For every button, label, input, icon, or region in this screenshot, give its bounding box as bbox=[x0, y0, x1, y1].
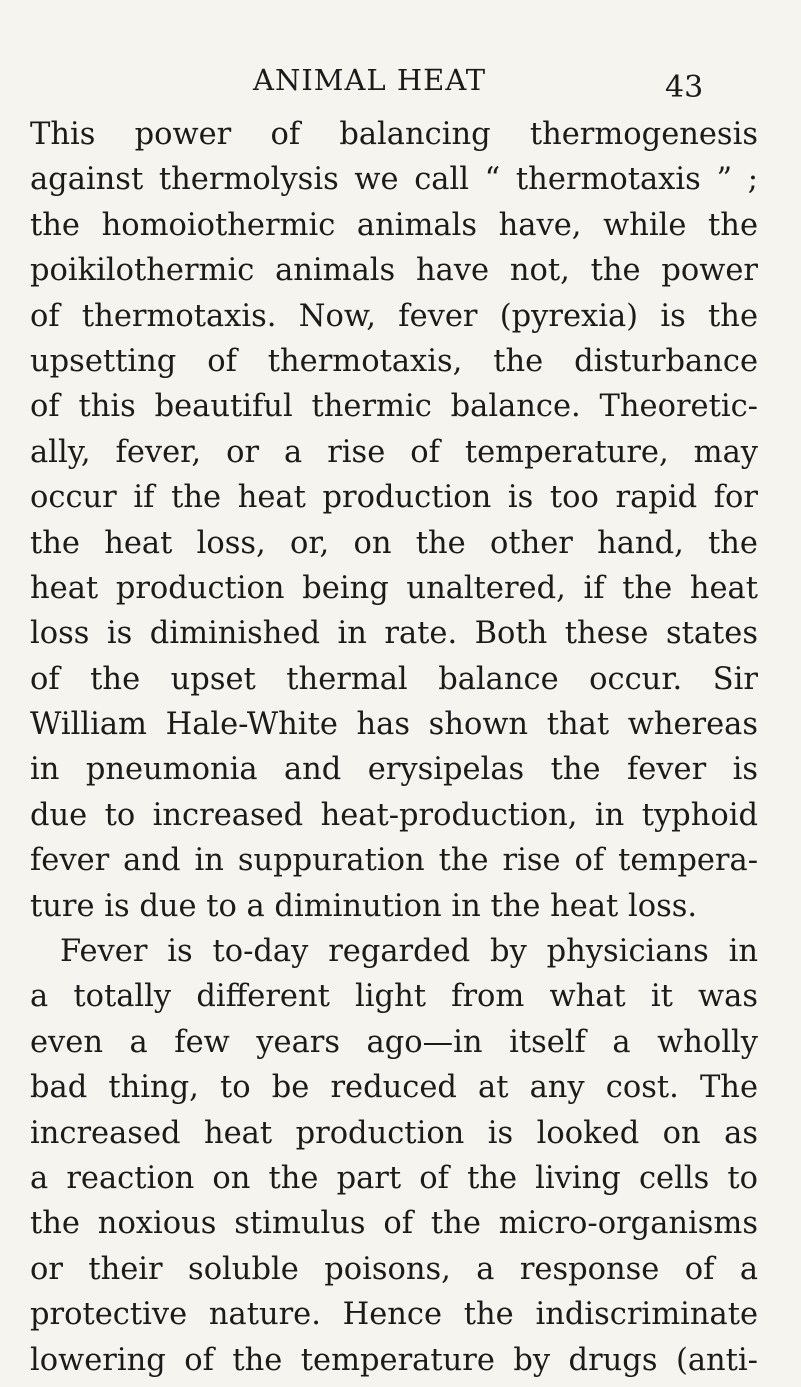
text-line: the homoiothermic animals have, while the bbox=[30, 207, 758, 243]
text-line: ally, fever, or a rise of temperature, may bbox=[30, 434, 758, 470]
text-line: William Hale-White has shown that whereas bbox=[30, 707, 758, 743]
running-head bbox=[0, 62, 801, 106]
text-line: a totally different light from what it was bbox=[30, 979, 758, 1015]
text-line: the noxious stimulus of the micro-organisms bbox=[30, 1206, 758, 1242]
text-line: loss is diminished in rate. Both these states bbox=[30, 616, 758, 652]
text-line: of the upset thermal balance occur. Sir bbox=[30, 661, 758, 697]
text-line: occur if the heat production is too rapid for bbox=[30, 480, 758, 516]
text-line: of this beautiful thermic balance. Theoretic- bbox=[30, 389, 758, 425]
text-line: the heat loss, or, on the other hand, the bbox=[30, 525, 758, 561]
page-number: 43 bbox=[665, 70, 704, 105]
body-text bbox=[30, 112, 758, 1383]
text-line: even a few years ago—in itself a wholly bbox=[30, 1024, 758, 1060]
text-line: heat production being unaltered, if the heat bbox=[30, 570, 758, 606]
text-line: fever and in suppuration the rise of tempera- bbox=[30, 843, 758, 879]
text-line: Fever is to-day regarded by physicians in bbox=[60, 934, 758, 970]
text-line: This power of balancing thermogenesis bbox=[30, 117, 758, 152]
text-line: protective nature. Hence the indiscriminate bbox=[30, 1297, 758, 1333]
text-line: a reaction on the part of the living cells to bbox=[30, 1160, 758, 1196]
text-line: increased heat production is looked on as bbox=[30, 1115, 758, 1151]
text-line: upsetting of thermotaxis, the disturbance bbox=[30, 343, 758, 379]
text-line: poikilothermic animals have not, the power bbox=[30, 253, 758, 289]
text-line: due to increased heat-production, in typhoid bbox=[30, 797, 758, 833]
text-line: lowering of the temperature by drugs (anti- bbox=[30, 1342, 758, 1378]
text-line: ture is due to a diminution in the heat loss. bbox=[30, 888, 698, 924]
text-line: in pneumonia and erysipelas the fever is bbox=[30, 752, 758, 788]
text-line: of thermotaxis. Now, fever (pyrexia) is the bbox=[30, 298, 758, 334]
text-line: bad thing, to be reduced at any cost. The bbox=[30, 1070, 758, 1106]
text-line: or their soluble poisons, a response of a bbox=[30, 1251, 758, 1287]
running-head-title: ANIMAL HEAT bbox=[253, 63, 487, 97]
text-line: against thermolysis we call “ thermotaxis ” ; bbox=[30, 162, 758, 198]
